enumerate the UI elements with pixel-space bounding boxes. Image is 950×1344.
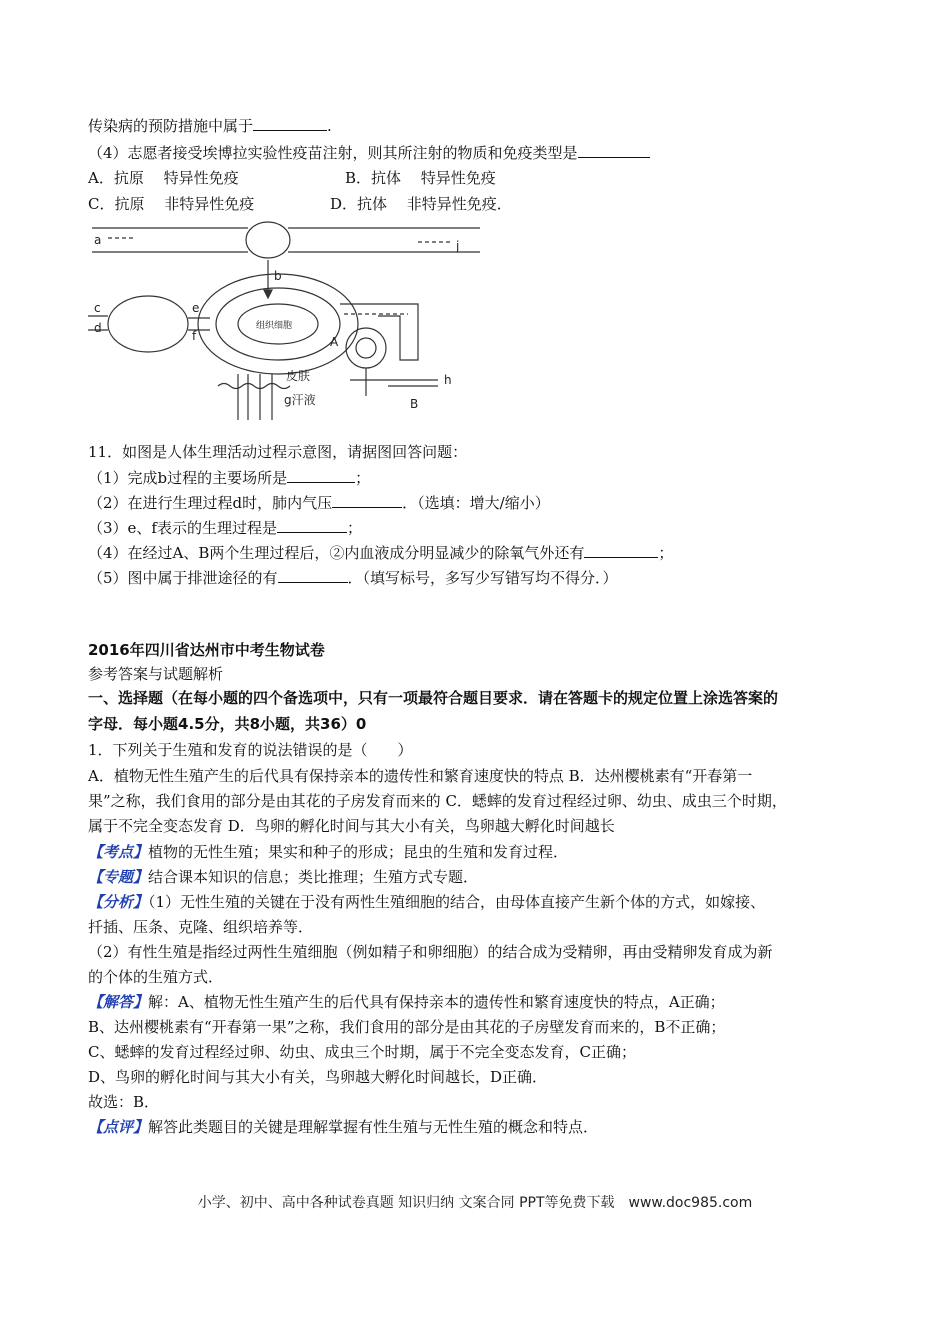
jieda-line-1: 【解答】解：A、植物无性生殖产生的后代具有保持亲本的遗传性和繁育速度快的特点，A正确；: [88, 993, 725, 1011]
section-heading-1: 一、选择题（在每小题的四个备选项中，只有一项最符合题目要求．请在答题卡的规定位置上涂选答案的: [88, 689, 779, 707]
q10-line-2: （4）志愿者接受埃博拉实验性疫苗注射，则其所注射的物质和免疫类型是: [88, 143, 650, 163]
q11-sub-2: （2）在进行生理过程d时，肺内气压 ．（选填：增大/缩小）: [88, 494, 550, 512]
q1-stem: 1．下列关于生殖和发育的说法错误的是（ ）: [88, 741, 413, 759]
answer-blank: [578, 143, 650, 158]
label-A: A: [330, 335, 339, 349]
answer-blank: [253, 116, 327, 131]
q10-option-c: C．抗原 非特异性免疫: [88, 195, 255, 213]
physiology-diagram: [88, 220, 480, 428]
answer-blank: [287, 468, 355, 483]
label-j: j: [456, 239, 460, 253]
guxuan-line: 故选：B．: [88, 1093, 160, 1111]
fenxi-tag: 【分析】: [88, 893, 149, 911]
q11-sub-4: （4）在经过A、B两个生理过程后，②内血液成分明显减少的除氧气外还有 ；: [88, 544, 674, 562]
jieda-line-2: B、达州樱桃素有“开春第一果”之称，我们食用的部分是由其花的子房壁发育而来的，B不正确；: [88, 1018, 726, 1036]
kaodian-tag: 【考点】: [88, 843, 149, 861]
jieda-tag: 【解答】: [88, 993, 149, 1011]
answer-blank: [277, 518, 347, 533]
label-f: f: [192, 329, 197, 343]
page-footer: 小学、初中、高中各种试卷真题 知识归纳 文案合同 PPT等免费下载 www.doc985.com: [197, 1195, 753, 1211]
label-c: c: [94, 301, 101, 315]
dianping-tag: 【点评】: [88, 1118, 149, 1136]
answer-blank: [278, 568, 348, 583]
q11-sub-5: （5）图中属于排泄途径的有 ．（填写标号，多写少写错写均不得分．）: [88, 569, 618, 587]
fenxi-line-2: 扦插、压条、克隆、组织培养等．: [88, 918, 314, 936]
label-d: d: [94, 321, 102, 335]
section-heading-2: 字母．每小题4.5分，共8小题，共36）0: [88, 715, 367, 733]
fenxi-line-4: 的个体的生殖方式．: [88, 968, 224, 986]
label-b: b: [274, 269, 282, 283]
fenxi-line-1: 【分析】（1）无性生殖的关键在于没有两性生殖细胞的结合，由母体直接产生新个体的方式，如嫁接、: [88, 893, 766, 911]
q11-sub-3: （3）e、f表示的生理过程是 ；: [88, 519, 362, 537]
kaodian-line: 【考点】植物的无性生殖；果实和种子的形成；昆虫的生殖和发育过程．: [88, 843, 569, 861]
q10-line-1: 传染病的预防措施中属于 .: [88, 117, 332, 135]
label-tissue-cell: 组织细胞: [256, 321, 293, 331]
q11-stem: 11．如图是人体生理活动过程示意图，请据图回答问题：: [88, 443, 468, 461]
q11-sub-1: （1）完成b过程的主要场所是 ；: [88, 469, 371, 487]
fenxi-line-3: （2）有性生殖是指经过两性生殖细胞（例如精子和卵细胞）的结合成为受精卵，再由受精卵发育成为新: [88, 943, 773, 961]
q10-option-b: B．抗体 特异性免疫: [345, 169, 496, 187]
q10-option-d: D．抗体 非特异性免疫．: [330, 195, 512, 213]
label-B: B: [410, 397, 419, 411]
q1-options-3: 属于不完全变态发育 D．鸟卵的孵化时间与其大小有关，鸟卵越大孵化时间越长: [88, 817, 615, 835]
jieda-line-3: C、蟋蟀的发育过程经过卵、幼虫、成虫三个时期，属于不完全变态发育，C正确；: [88, 1043, 636, 1061]
label-e: e: [192, 301, 200, 315]
q1-options-2: 果”之称，我们食用的部分是由其花的子房发育而来的 C．蟋蟀的发育过程经过卵、幼虫、成虫三个时期，: [88, 792, 787, 810]
label-a: a: [94, 233, 102, 247]
answer-blank: [332, 493, 402, 508]
answers-title: 2016年四川省达州市中考生物试卷: [88, 641, 325, 659]
q1-options-1: A．植物无性生殖产生的后代具有保持亲本的遗传性和繁育速度快的特点 B．达州樱桃素有“开春第一: [88, 767, 753, 785]
q10-option-a: A．抗原 特异性免疫: [88, 169, 239, 187]
zhuanti-tag: 【专题】: [88, 868, 149, 886]
label-skin: 皮肤: [286, 369, 311, 383]
answers-subtitle: 参考答案与试题解析: [88, 665, 224, 683]
label-sweat: g汗液: [284, 393, 316, 407]
jieda-line-4: D、鸟卵的孵化时间与其大小有关，鸟卵越大孵化时间越长，D正确．: [88, 1068, 548, 1086]
zhuanti-line: 【专题】结合课本知识的信息；类比推理；生殖方式专题．: [88, 868, 479, 886]
answer-blank: [584, 543, 658, 558]
dianping-line: 【点评】解答此类题目的关键是理解掌握有性生殖与无性生殖的概念和特点．: [88, 1118, 599, 1136]
label-h: h: [444, 373, 452, 387]
